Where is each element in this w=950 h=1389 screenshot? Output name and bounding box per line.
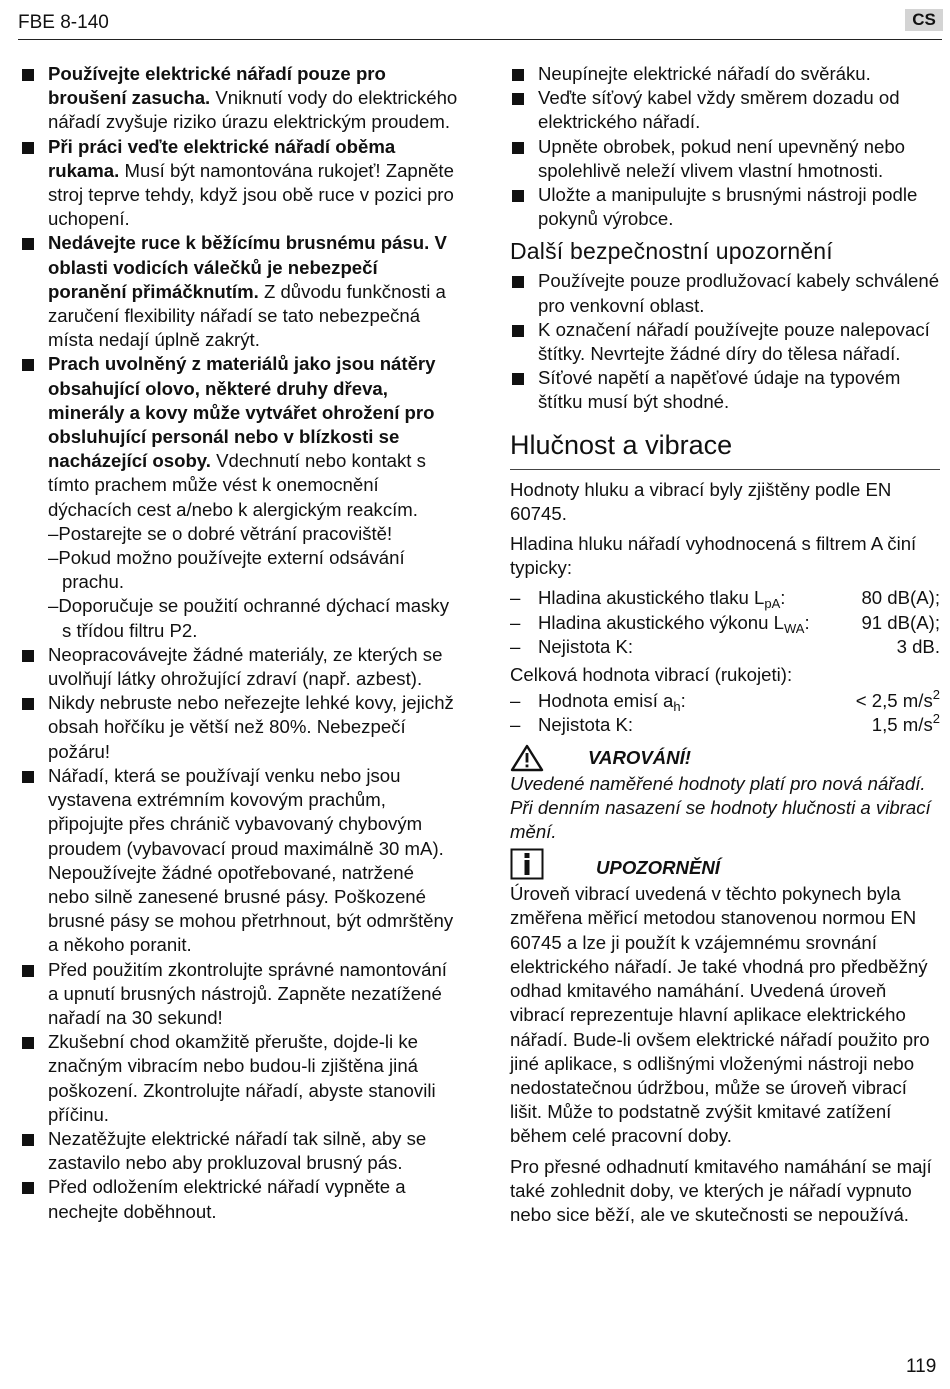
warning-title: VAROVÁNÍ!: [588, 746, 691, 768]
vibration-intro: Celková hodnota vibrací (rukojeti):: [510, 664, 793, 686]
info-icon: [510, 848, 544, 880]
closing-text: Pro přesné odhadnutí kmitavého namáhání se mají také zohlednit doby, ve kterých je nářadí vypnuto nebo sice běží, ale ve skutečnosti se nepoužívá.: [510, 1155, 932, 1225]
note-title: UPOZORNĚNÍ: [596, 857, 720, 879]
noise-level-intro: Hladina hluku nářadí vyhodnocená s filtrem A činí typicky:: [510, 533, 917, 579]
note-text: Úroveň vibrací uvedená v těchto pokynech byla změřena měřicí metodou stanovenou normou EN 60745 a lze ji použít k vzájemnému srovnání elektrického nářadí. Je také vhodná pro předběžný odhad kmitavého namáhání. Uvedená úroveň vibrací reprezentuje hlavní aplikace elektrického nářadí. Bude-li ovšem elektrické nářadí použito pro jiné aplikace, s odlišnými vloženými nástroji nebo nedostatečnou údržbou, může se úroveň vibrací lišit. Může to podstatně zvýšit kmitavé zatížení během celé pracovní doby.: [510, 883, 930, 1147]
heading-rule: [510, 469, 940, 470]
safety-item: Veďte síťový kabel vždy směrem dozadu od elektrického nářadí.: [510, 86, 940, 134]
note-header: [510, 848, 940, 880]
right-column: [510, 62, 940, 1233]
safety-item: Uložte a manipulujte s brusnými nástroji podle pokynů výrobce.: [510, 183, 940, 231]
safety-item: Zkušební chod okamžitě přerušte, dojde-li ke značným vibracím nebo budou-li zjištěna jiná poškození. Zkontrolujte nářadí, abyste stanovili příčinu.: [20, 1030, 458, 1127]
left-column: [20, 62, 458, 1224]
section-heading: Další bezpečnostní upozornění: [510, 238, 833, 265]
document-model-title: FBE 8-140: [18, 12, 109, 33]
safety-item: Upněte obrobek, pokud není upevněný nebo spolehlivě neleží vlivem vlastní hmotnosti.: [510, 135, 940, 183]
safety-item: Nikdy nebruste nebo neřezejte lehké kovy, jejichž obsah hořčíku je větší než 80%. Nebezpečí požáru!: [20, 691, 458, 764]
safety-item: Nářadí, která se používají venku nebo jsou vystavena extrémním kovovým prachům, připojujte přes chránič vybavovaný chybovým proudem (vybavovací proud maximálně 30 mA). Nepoužívejte žádné opotřebované, natržené nebo silně zanesené brusné pásy. Poškozené brusné pásy se mohou přetrhnout, být odmrštěny a někoho poranit.: [20, 764, 458, 958]
dust-subitem: –Doporučuje se použití ochranné dýchací masky s třídou filtru P2.: [48, 595, 450, 641]
safety-item: Neupínejte elektrické nářadí do svěráku.: [510, 62, 940, 86]
page-number: 119: [906, 1356, 937, 1377]
dust-subitem: –Pokud možno používejte externí odsávání prachu.: [48, 547, 405, 593]
noise-heading: Hlučnost a vibrace: [510, 429, 733, 460]
warning-triangle-icon: [510, 744, 544, 772]
safety-item: K označení nářadí používejte pouze nalepovací štítky. Nevrtejte žádné díry do tělesa nářadí.: [510, 318, 940, 366]
warning-header: [510, 744, 940, 772]
noise-intro: Hodnoty hluku a vibrací byly zjištěny podle EN 60745.: [510, 478, 892, 524]
safety-item: Používejte pouze prodlužovací kabely schválené pro venkovní oblast.: [510, 269, 940, 317]
safety-item: Používejte elektrické nářadí pouze pro broušení zasucha. Vniknutí vody do elektrického nářadí zvyšuje riziko úrazu elektrickým proudem.: [20, 62, 458, 135]
safety-item: Neopracovávejte žádné materiály, ze kterých se uvolňují látky ohrožující zdraví (např. azbest).: [20, 643, 458, 691]
safety-item: Síťové napětí a napěťové údaje na typovém štítku musí být shodné.: [510, 366, 940, 414]
header-rule: [18, 39, 942, 40]
language-badge: CS: [905, 9, 943, 31]
noise-row: – Hladina akustického výkonu $L_{WA}$: 91 dB(A);: [510, 611, 940, 636]
noise-row: – Nejistota K: 3 dB.: [510, 635, 940, 657]
vibration-row: – Hodnota emisí $a_h$: < 2,5 $m/s^2$: [510, 687, 940, 715]
vibration-row: – Nejistota K: 1,5 $m/s^2$: [510, 711, 940, 736]
noise-row: – Hladina akustického tlaku $L_{pA}$: 80 dB(A);: [510, 587, 940, 612]
safety-item: Nezatěžujte elektrické nářadí tak silně, aby se zastavilo nebo aby prokluzoval brusný pás.: [20, 1127, 458, 1175]
warning-text: Uvedené naměřené hodnoty platí pro nová nářadí. Při denním nasazení se hodnoty hlučnosti a vibrací mění.: [510, 772, 931, 843]
dust-subitem: –Postarejte se o dobré větrání pracoviště!: [48, 522, 393, 544]
safety-item: Při práci veďte elektrické nářadí oběma rukama. Musí být namontována rukojeť! Zapněte stroj teprve tehdy, když jsou obě ruce v pozici pro uchopení.: [20, 135, 458, 232]
safety-item: Prach uvolněný z materiálů jako jsou nátěry obsahující olovo, některé druhy dřeva, minerály a kovy může vytvářet ohrožení pro obsluhující personál nebo v blízkosti se nacházející osoby. Vdechnutí nebo kontakt s tímto prachem může vést k onemocnění dýchacích cest a/nebo k alergickým reakcím.: [20, 352, 458, 521]
safety-item: Nedávejte ruce k běžícímu brusnému pásu. V oblasti vodicích válečků je nebezpečí poranění přimáčknutím. Z důvodu funkčnosti a zaručení flexibility nářadí se tato nebezpečná místa nedají úplně zakrýt.: [20, 231, 458, 352]
safety-item: Před použitím zkontrolujte správné namontování a upnutí brusných nástrojů. Zapněte nezatížené nařadí na 30 sekund!: [20, 958, 458, 1031]
safety-item: Před odložením elektrické nářadí vypněte a nechejte doběhnout.: [20, 1175, 458, 1223]
